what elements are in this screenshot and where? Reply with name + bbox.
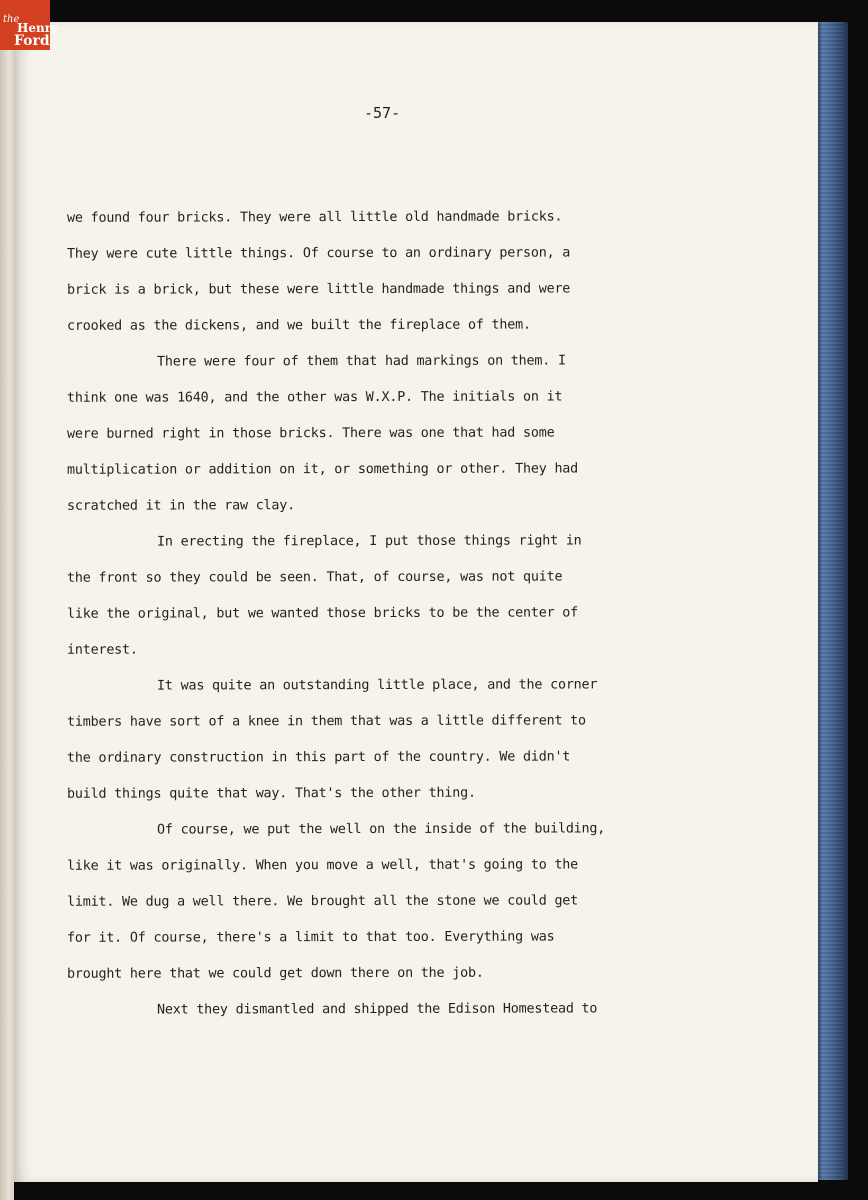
text-line: There were four of them that had markings on them. I xyxy=(156,353,566,370)
body-text xyxy=(67,200,677,1028)
logo-text-the: the xyxy=(3,14,20,25)
text-line: It was quite an outstanding little place, and the corner xyxy=(156,677,598,694)
henry-ford-logo xyxy=(0,0,58,50)
text-line: brick is a brick, but these were little handmade things and were xyxy=(66,281,571,298)
text-line: timbers have sort of a knee in them that was a little different to xyxy=(66,713,586,730)
text-line: build things quite that way. That's the other thing. xyxy=(66,785,476,802)
text-line: limit. We dug a well there. We brought all the stone we could get xyxy=(66,893,579,910)
text-line: think one was 1640, and the other was W.X.P. The initials on it xyxy=(66,389,563,406)
text-line: scratched it in the raw clay. xyxy=(66,498,296,514)
text-line: for it. Of course, there's a limit to that too. Everything was xyxy=(66,929,555,946)
text-line: were burned right in those bricks. There was one that had some xyxy=(66,425,555,442)
text-line: brought here that we could get down there on the job. xyxy=(66,965,484,982)
text-line: interest. xyxy=(66,642,138,658)
text-line: In erecting the fireplace, I put those things right in xyxy=(156,533,582,550)
page-number: -57- xyxy=(364,104,401,122)
logo-text-henry: Henry xyxy=(17,21,58,35)
text-line: we found four bricks. They were all little old handmade bricks. xyxy=(66,209,563,226)
text-line: like the original, but we wanted those bricks to be the center of xyxy=(66,605,579,622)
text-line: Next they dismantled and shipped the Edison Homestead to xyxy=(156,1001,598,1018)
facing-page-edge xyxy=(0,50,14,1200)
text-line: They were cute little things. Of course to an ordinary person, a xyxy=(66,245,571,262)
text-line: multiplication or addition on it, or something or other. They had xyxy=(66,461,579,478)
text-line: Of course, we put the well on the inside of the building, xyxy=(156,821,606,838)
text-line: like it was originally. When you move a well, that's going to the xyxy=(66,857,579,874)
text-line: the front so they could be seen. That, of course, was not quite xyxy=(66,569,563,586)
logo-text-ford: Ford xyxy=(14,33,50,49)
text-line: the ordinary construction in this part of the country. We didn't xyxy=(66,749,571,766)
text-line: crooked as the dickens, and we built the fireplace of them. xyxy=(66,317,531,334)
document-page xyxy=(14,22,818,1182)
